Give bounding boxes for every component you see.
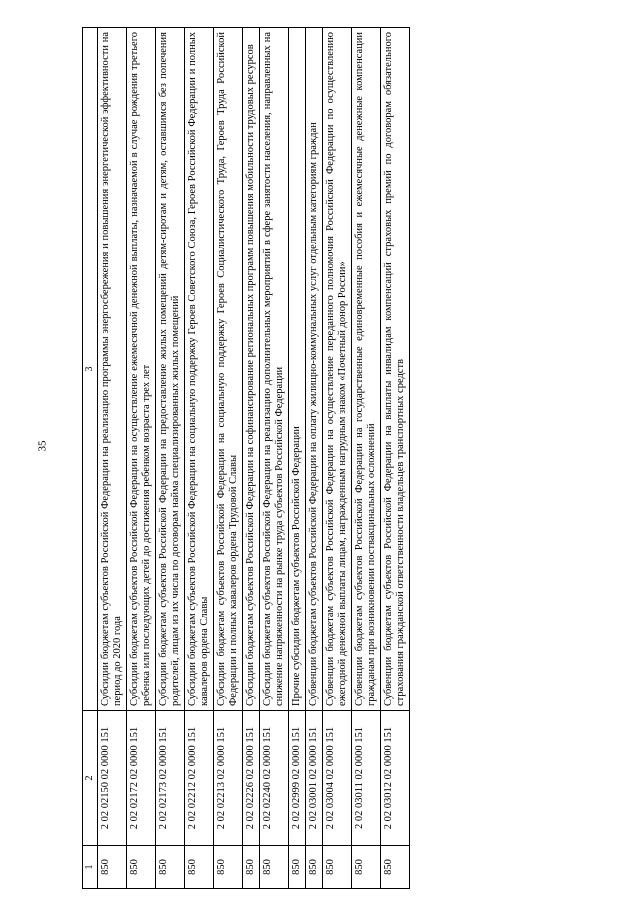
revenue-name-cell: Прочие субсидии бюджетам субъектов Российской Федерации <box>289 28 306 711</box>
budget-code-cell: 2 02 02172 02 0000 151 <box>127 711 156 846</box>
admin-code-cell: 850 <box>381 846 410 889</box>
budget-code-cell: 2 02 03001 02 0000 151 <box>306 711 323 846</box>
revenue-name-cell: Субсидии бюджетам субъектов Российской Федерации на реализацию программы энергосбережения и повышения энергетической эффективности на период до 2020 года <box>98 28 127 711</box>
table-row <box>306 28 323 889</box>
revenue-name-cell: Субвенции бюджетам субъектов Российской Федерации на государственные единовременные пособия и ежемесячные денежные компенсации гражданам при возникновении поствакцинальных осложнений <box>352 28 381 711</box>
table-row <box>185 28 214 889</box>
budget-code-cell: 2 02 02150 02 0000 151 <box>98 711 127 846</box>
admin-code-cell: 850 <box>289 846 306 889</box>
admin-code-cell: 850 <box>243 846 260 889</box>
revenue-name-cell: Субвенции бюджетам субъектов Российской Федерации на оплату жилищно-коммунальных услуг отдельным категориям граждан <box>306 28 323 711</box>
admin-code-cell: 850 <box>98 846 127 889</box>
table-body <box>98 28 410 889</box>
admin-code-cell: 850 <box>306 846 323 889</box>
table-row <box>260 28 289 889</box>
budget-code-cell: 2 02 02213 02 0000 151 <box>214 711 243 846</box>
table-row <box>127 28 156 889</box>
table-row <box>214 28 243 889</box>
admin-code-cell: 850 <box>260 846 289 889</box>
admin-code-cell: 850 <box>323 846 352 889</box>
revenue-name-cell: Субсидии бюджетам субъектов Российской Федерации на осуществление ежемесячной денежной выплаты, назначаемой в случае рождения третьего ребенка или последующих детей до достижения ребенком возраста трех лет <box>127 28 156 711</box>
admin-code-cell: 850 <box>156 846 185 889</box>
revenue-name-cell: Субсидии бюджетам субъектов Российской Федерации на социальную поддержку Героев Советского Союза, Героев Российской Федерации и полных кавалеров ордена Славы <box>185 28 214 711</box>
revenue-name-cell: Субсидии бюджетам субъектов Российской Федерации на софинансирование региональных программ повышения мобильности трудовых ресурсов <box>243 28 260 711</box>
budget-code-cell: 2 02 02226 02 0000 151 <box>243 711 260 846</box>
table-row <box>289 28 306 889</box>
admin-code-cell: 850 <box>214 846 243 889</box>
header-col-2: 2 <box>83 711 98 846</box>
header-row <box>83 28 98 889</box>
budget-codes-table <box>82 27 410 889</box>
revenue-name-cell: Субсидии бюджетам субъектов Российской Федерации на реализацию дополнительных мероприятий в сфере занятости населения, направленных на снижение напряженности на рынке труда субъектов Российской Федерации <box>260 28 289 711</box>
budget-code-cell: 2 02 02212 02 0000 151 <box>185 711 214 846</box>
page-number: 35 <box>36 440 49 452</box>
table-row <box>98 28 127 889</box>
table-row <box>243 28 260 889</box>
table-row <box>323 28 352 889</box>
budget-code-cell: 2 02 03004 02 0000 151 <box>323 711 352 846</box>
revenue-name-cell: Субсидии бюджетам субъектов Российской Федерации на предоставление жилых помещений детям-сиротам и детям, оставшимся без попечения родителей, лицам из их числа по договорам найма специализированных жилых помещений <box>156 28 185 711</box>
table-row <box>381 28 410 889</box>
revenue-name-cell: Субвенции бюджетам субъектов Российской Федерации на осуществление переданного полномочия Российской Федерации по осуществлению ежегодной денежной выплаты лицам, награжденным нагрудным знаком «Почетный донор России» <box>323 28 352 711</box>
admin-code-cell: 850 <box>185 846 214 889</box>
budget-code-cell: 2 02 03011 02 0000 151 <box>352 711 381 846</box>
table-row <box>156 28 185 889</box>
landscape-table-area <box>82 27 527 889</box>
admin-code-cell: 850 <box>352 846 381 889</box>
rotated-page-area <box>82 27 527 889</box>
admin-code-cell: 850 <box>127 846 156 889</box>
budget-code-cell: 2 02 03012 02 0000 151 <box>381 711 410 846</box>
revenue-name-cell: Субвенции бюджетам субъектов Российской Федерации на выплаты инвалидам компенсаций страховых премий по договорам обязательного страхования гражданской ответственности владельцев транспортных средств <box>381 28 410 711</box>
header-col-3: 3 <box>83 28 98 711</box>
budget-code-cell: 2 02 02999 02 0000 151 <box>289 711 306 846</box>
revenue-name-cell: Субсидии бюджетам субъектов Российской Федерации на социальную поддержку Героев Социалистического Труда, Героев Труда Российской Федерации и полных кавалеров ордена Трудовой Славы <box>214 28 243 711</box>
budget-code-cell: 2 02 02173 02 0000 151 <box>156 711 185 846</box>
header-col-1: 1 <box>83 846 98 889</box>
budget-code-cell: 2 02 02240 02 0000 151 <box>260 711 289 846</box>
table-row <box>352 28 381 889</box>
